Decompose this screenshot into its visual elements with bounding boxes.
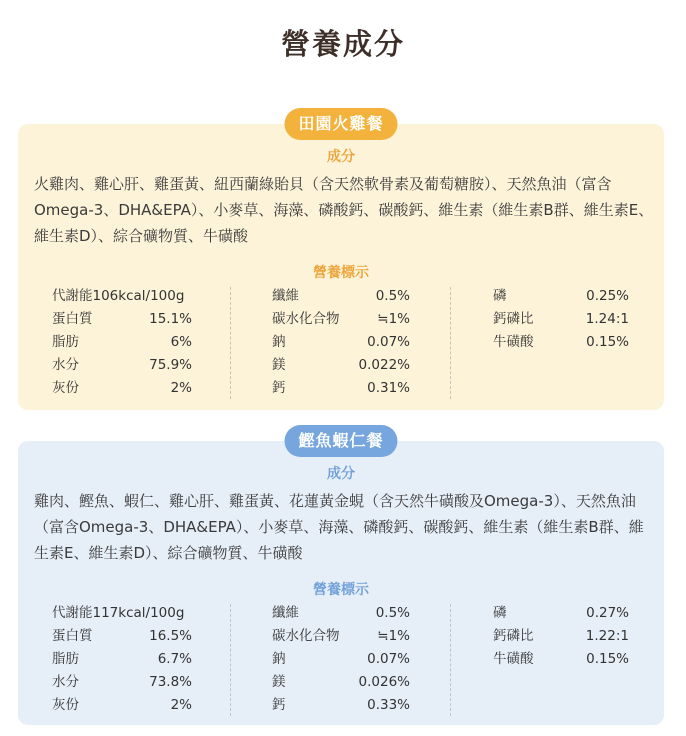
nutrient-value: 6% (170, 334, 192, 350)
nutrient-value: 0.15% (586, 334, 629, 350)
nutrient-label: 纖維 (272, 605, 299, 621)
nutrition-heading: 營養標示 (313, 265, 369, 281)
nutrition-row (52, 308, 192, 331)
nutrient-value: 0.15% (586, 651, 629, 667)
nutrient-value: 0.27% (586, 605, 629, 621)
nutrition-column (493, 285, 629, 354)
nutrient-value: ≒1% (377, 311, 410, 327)
nutrient-label: 牛磺酸 (493, 334, 534, 350)
nutrient-label: 鈉 (272, 651, 286, 667)
nutrition-row (52, 377, 192, 400)
nutrient-value: 75.9% (149, 357, 192, 373)
nutrition-column (493, 602, 629, 671)
nutrition-column (272, 602, 410, 717)
nutrient-label: 鈣 (272, 380, 286, 396)
nutrient-value: 73.8% (149, 674, 192, 690)
section-title: 鰹魚蝦仁餐 (284, 425, 397, 457)
nutrition-row (272, 285, 410, 308)
ingredients-heading: 成分 (327, 466, 355, 482)
nutrient-value: 6.7% (157, 651, 192, 667)
nutrient-label: 水分 (52, 674, 79, 690)
nutrient-value: 0.31% (367, 380, 410, 396)
nutrient-value: 0.026% (358, 674, 410, 690)
section-card-bonito-shrimp (18, 431, 664, 725)
nutrient-label: 灰份 (52, 380, 79, 396)
nutrient-value: 0.022% (358, 357, 410, 373)
nutrient-label: 纖維 (272, 288, 299, 304)
nutrient-label: 磷 (493, 605, 507, 621)
page-title: 營養成分 (280, 27, 405, 61)
nutrition-heading: 營養標示 (313, 582, 369, 598)
nutrition-column (52, 285, 192, 400)
nutrient-value: ≒1% (377, 628, 410, 644)
nutrient-value: 0.07% (367, 334, 410, 350)
nutrition-row (52, 602, 192, 625)
nutrition-row (493, 331, 629, 354)
nutrient-label: 鈣 (272, 697, 286, 713)
nutrient-label: 脂肪 (52, 334, 79, 350)
nutrient-value: 1.24:1 (585, 311, 629, 327)
ingredients-heading: 成分 (327, 149, 355, 165)
nutrition-row (52, 625, 192, 648)
nutrition-column (52, 602, 192, 717)
nutrient-label: 鈣磷比 (493, 311, 534, 327)
nutrient-label: 鎂 (272, 357, 286, 373)
nutrient-label: 蛋白質 (52, 628, 93, 644)
nutrition-row (493, 602, 629, 625)
nutrition-table (18, 602, 664, 720)
nutrition-row (52, 354, 192, 377)
nutrition-row (493, 285, 629, 308)
nutrient-label: 牛磺酸 (493, 651, 534, 667)
section-card-turkey (18, 114, 664, 410)
nutrition-row (272, 602, 410, 625)
nutrition-row (272, 331, 410, 354)
nutrition-table (18, 285, 664, 403)
nutrition-row (493, 625, 629, 648)
nutrient-label: 鈣磷比 (493, 628, 534, 644)
nutrition-column (272, 285, 410, 400)
nutrition-row (493, 648, 629, 671)
nutrition-row (52, 331, 192, 354)
nutrient-value: 15.1% (149, 311, 192, 327)
nutrition-row (272, 377, 410, 400)
nutrient-value: 2% (170, 380, 192, 396)
nutrition-row (272, 354, 410, 377)
nutrient-value: 0.25% (586, 288, 629, 304)
nutrient-label: 碳水化合物 (272, 311, 340, 327)
nutrient-value: 0.07% (367, 651, 410, 667)
nutrient-label: 鈉 (272, 334, 286, 350)
nutrient-value: 16.5% (149, 628, 192, 644)
column-divider (450, 604, 451, 716)
nutrient-label: 脂肪 (52, 651, 79, 667)
column-divider (230, 604, 231, 716)
ingredients-text: 雞肉、鰹魚、蝦仁、雞心肝、雞蛋黃、花蓮黃金蜆（含天然牛磺酸及Omega-3）、天然魚油（富含Omega-3、DHA&EPA）、小麥草、海藻、磷酸鈣、碳酸鈣、維生素（維生素B群、維生素E、維生素D）、綜合礦物質、牛磺酸 (34, 492, 644, 562)
nutrition-row (52, 671, 192, 694)
nutrition-row (52, 285, 192, 308)
nutrient-value: 0.33% (367, 697, 410, 713)
nutrient-label: 蛋白質 (52, 311, 93, 327)
nutrient-label: 碳水化合物 (272, 628, 340, 644)
nutrient-label: 代謝能106kcal/100g (52, 288, 185, 304)
nutrition-row (52, 694, 192, 717)
nutrient-label: 灰份 (52, 697, 79, 713)
nutrition-row (52, 648, 192, 671)
nutrient-label: 水分 (52, 357, 79, 373)
nutrient-value: 0.5% (375, 288, 410, 304)
nutrition-row (272, 625, 410, 648)
nutrient-value: 0.5% (375, 605, 410, 621)
nutrition-row (493, 308, 629, 331)
ingredients-text: 火雞肉、雞心肝、雞蛋黃、紐西蘭綠貽貝（含天然軟骨素及葡萄糖胺）、天然魚油（富含Omega-3、DHA&EPA）、小麥草、海藻、磷酸鈣、碳酸鈣、維生素（維生素B群、維生素E、維生素D）、綜合礦物質、牛磺酸 (34, 175, 654, 245)
section-title: 田園火雞餐 (284, 108, 397, 140)
nutrient-label: 磷 (493, 288, 507, 304)
column-divider (450, 287, 451, 399)
nutrient-label: 代謝能117kcal/100g (52, 605, 185, 621)
column-divider (230, 287, 231, 399)
nutrient-value: 1.22:1 (585, 628, 629, 644)
nutrition-row (272, 694, 410, 717)
nutrition-row (272, 648, 410, 671)
nutrition-row (272, 308, 410, 331)
nutrient-value: 2% (170, 697, 192, 713)
nutrient-label: 鎂 (272, 674, 286, 690)
nutrition-row (272, 671, 410, 694)
